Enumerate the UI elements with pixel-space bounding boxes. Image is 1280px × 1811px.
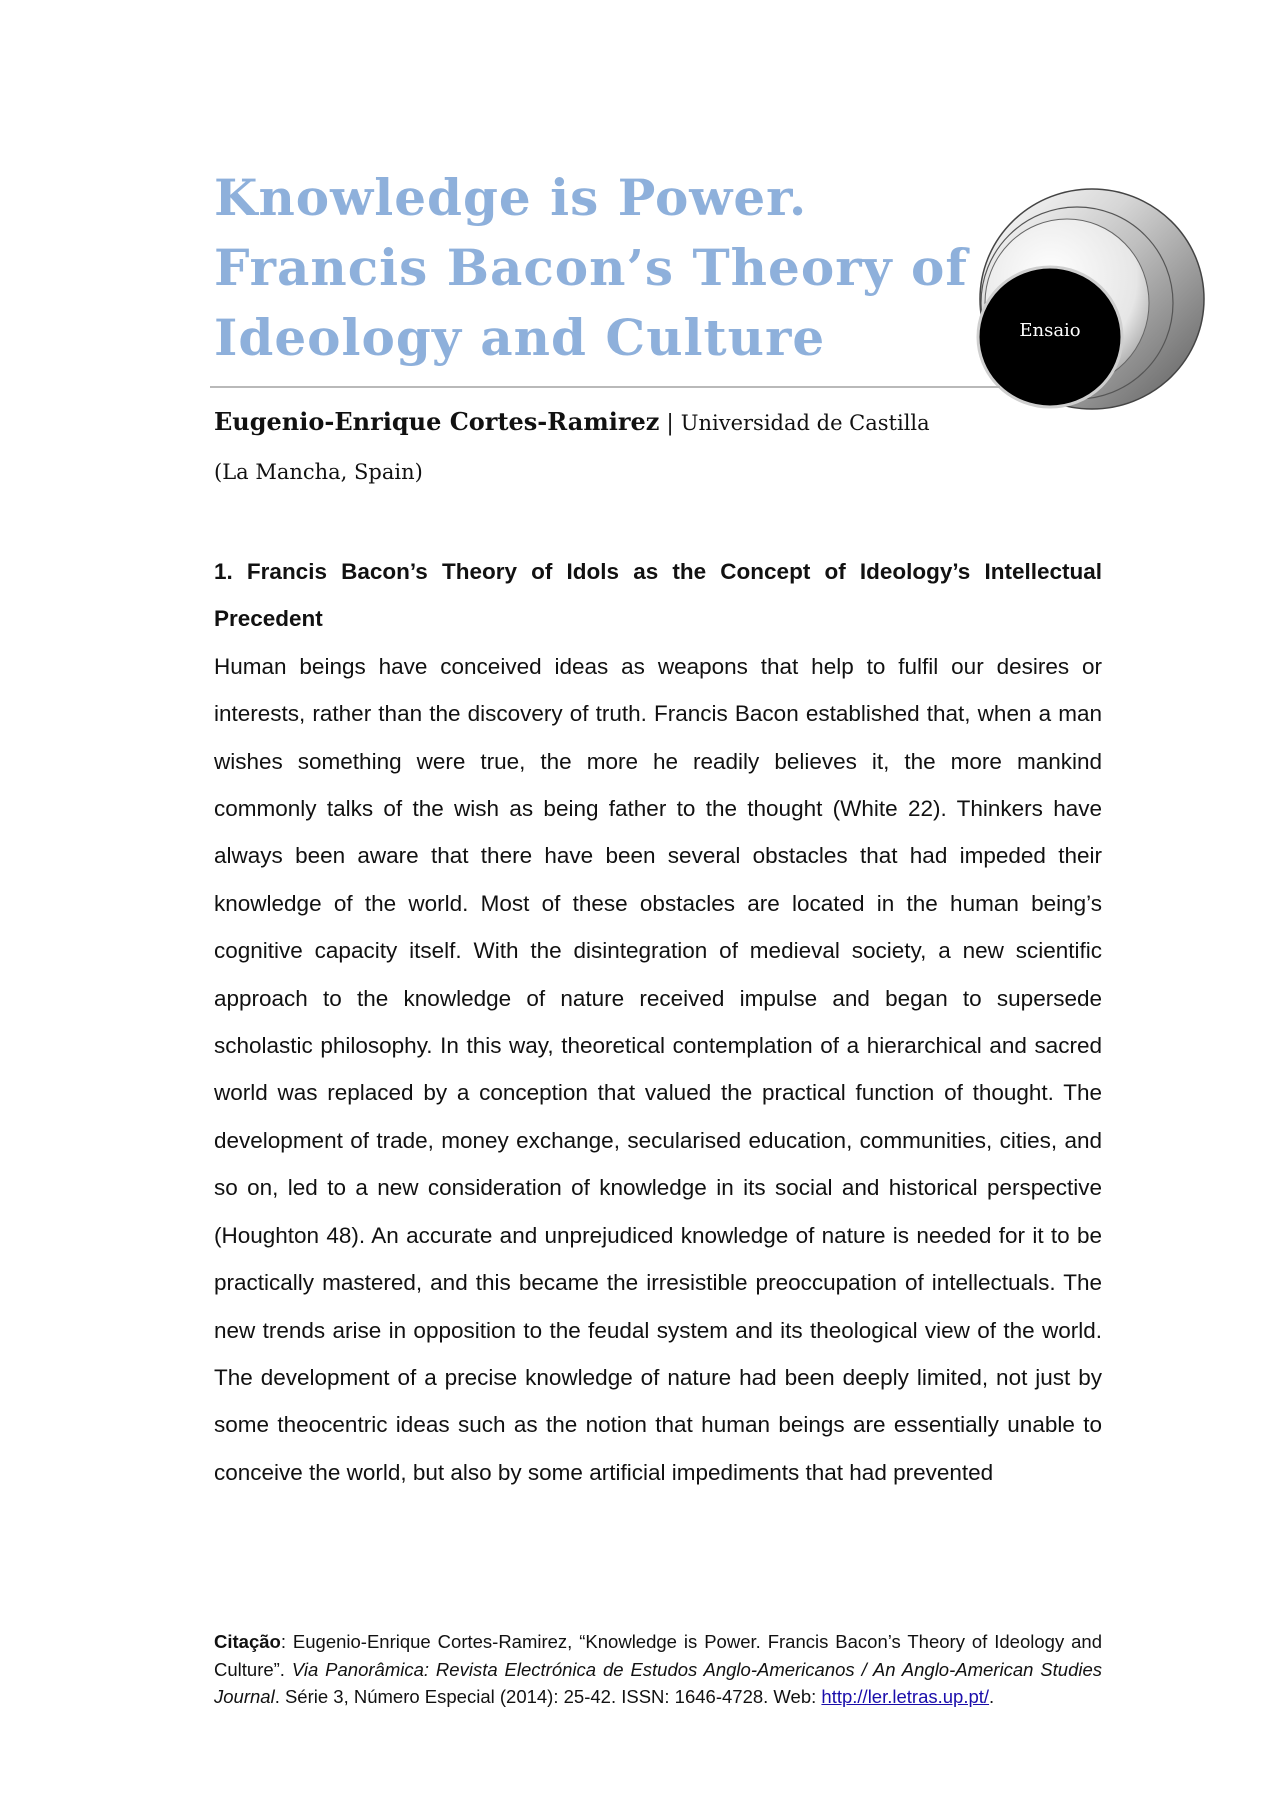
article-body (214, 548, 1102, 1496)
citation-text: : Eugenio-Enrique Cortes-Ramirez, “Knowledge is Power. Francis Bacon’s Theory of Ideology and Culture”. (214, 1631, 1102, 1680)
author-affiliation: Universidad de Castilla (680, 411, 930, 435)
citation-footer (214, 1628, 1102, 1711)
author-separator: | (659, 411, 681, 436)
section-heading: 1. Francis Bacon’s Theory of Idols as the Concept of Ideology’s Intellectual Precedent (214, 559, 1102, 632)
citation-link[interactable]: http://ler.letras.up.pt/ (821, 1686, 990, 1707)
citation-label: Citação (214, 1631, 281, 1652)
author-affiliation-location: (La Mancha, Spain) (214, 460, 423, 484)
title-divider (210, 386, 1000, 388)
badge-label: Ensaio (1019, 320, 1081, 341)
citation-journal: Via Panorâmica: Revista Electrónica de Estudos Anglo-Americanos / An Anglo-American Studies Journal (214, 1658, 1103, 1707)
author-block (214, 398, 994, 497)
body-paragraph: Human beings have conceived ideas as weapons that help to fulfil our desires or interests, rather than the discovery of truth. Francis Bacon established that, when a man wishes something were true, the more he readily believes it, the more mankind commonly talks of the wish as being father to the thought (White 22). Thinkers have always been aware that there have been several obstacles that had impeded their knowledge of the world. Most of these obstacles are located in the human being’s cognitive capacity itself. With the disintegration of medieval society, a new scientific approach to the knowledge of nature received impulse and began to supersede scholastic philosophy. In this way, theoretical contemplation of a hierarchical and sacred world was replaced by a conception that valued the practical function of thought. The development of trade, money exchange, secularised education, communities, cities, and so on, led to a new consideration of knowledge in its social and historical perspective (Houghton 48). An accurate and unprejudiced knowledge of nature is needed for it to be practically mastered, and this became the irresistible preoccupation of intellectuals. The new trends arise in opposition to the feudal system and its theological view of the world. The development of a precise knowledge of nature had been deeply limited, not just by some theocentric ideas such as the notion that human beings are essentially unable to conceive the world, but also by some artificial impediments that had prevented (214, 653, 1102, 1485)
author-name: Eugenio-Enrique Cortes-Ramirez (214, 407, 660, 436)
citation-end: . (989, 1686, 995, 1707)
citation-details: . Série 3, Número Especial (2014): 25-42. ISSN: 1646-4728. Web: (274, 1686, 822, 1707)
article-title: Knowledge is Power. Francis Bacon’s Theory of Ideology and Culture (214, 168, 968, 367)
